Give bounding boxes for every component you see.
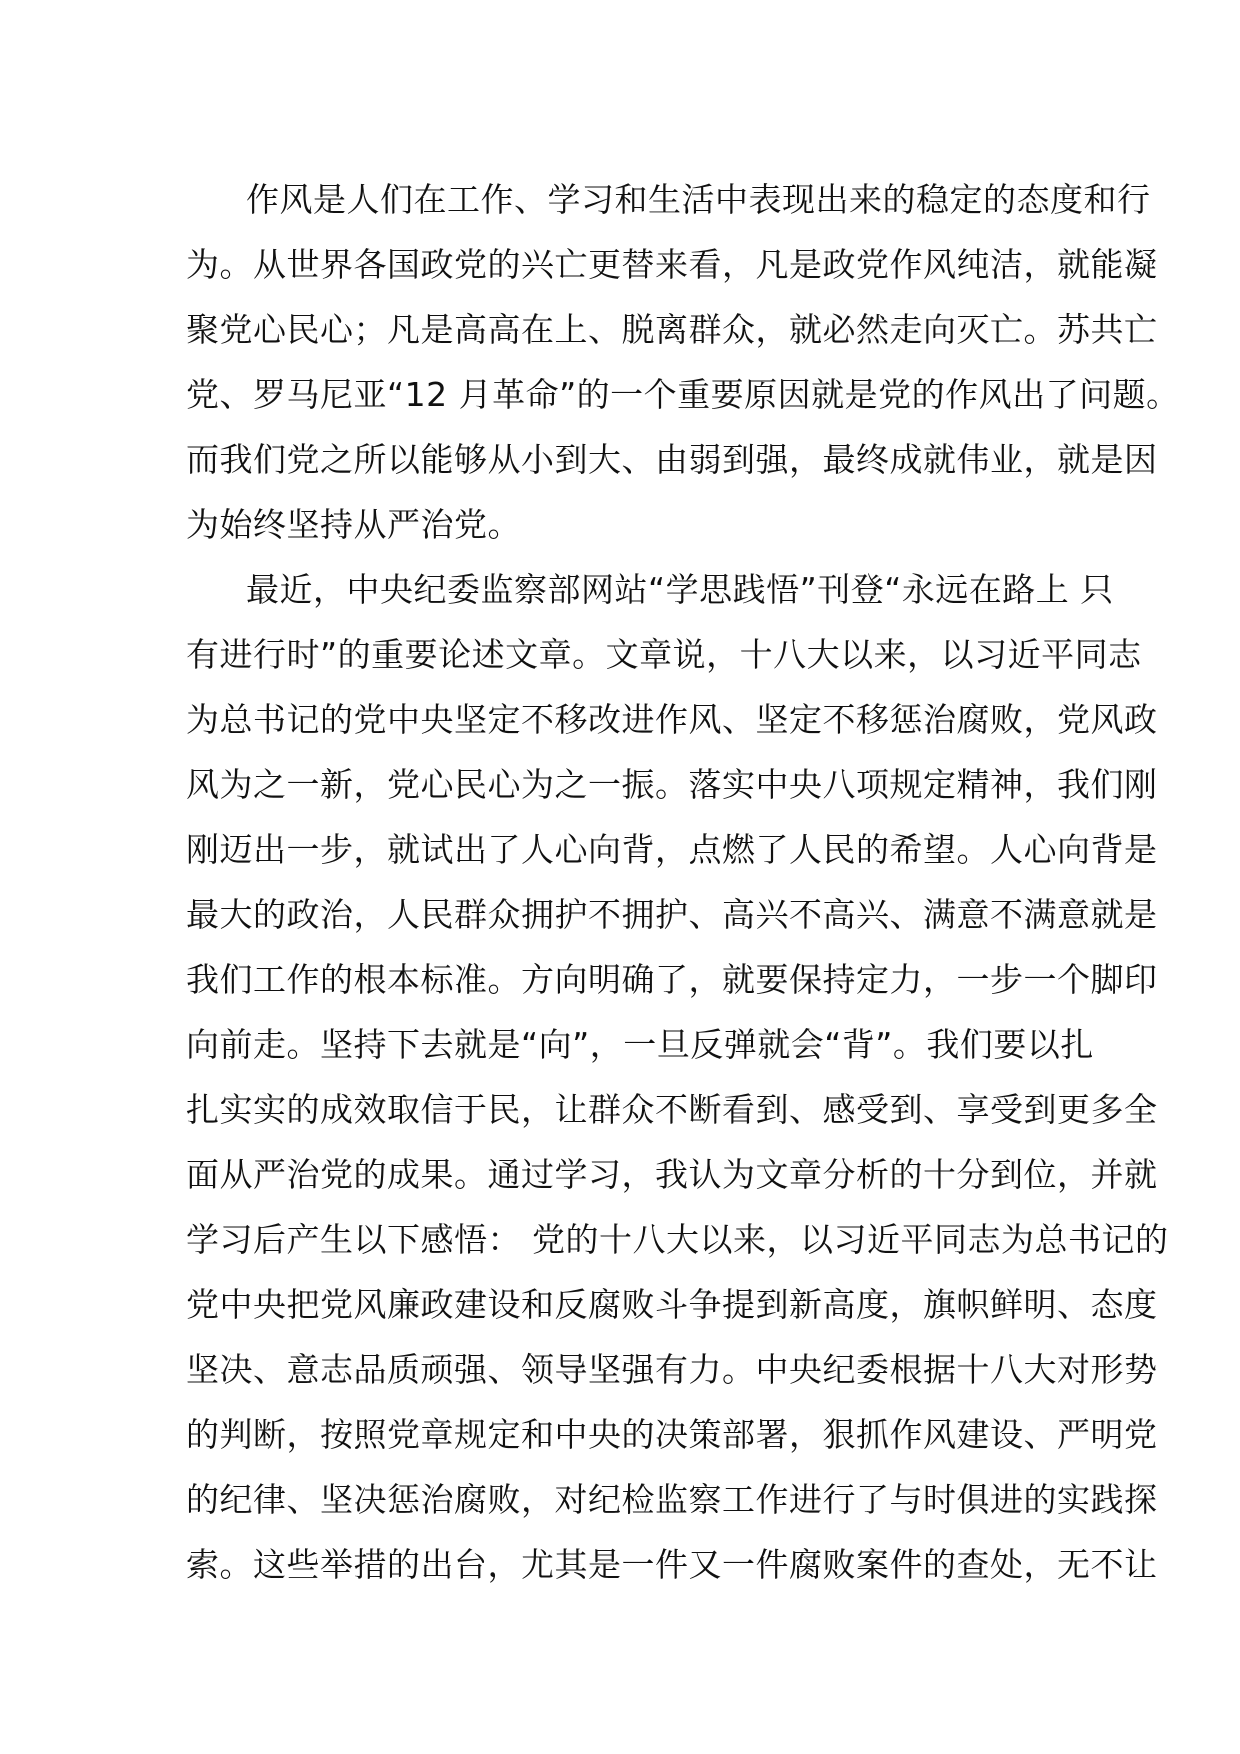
paragraph-1-line-1: 作风是人们在工作、学习和生活中表现出来的稳定的态度和行 [246,180,1151,219]
paragraph-1-line-5: 而我们党之所以能够从小到大、由弱到强，最终成就伟业，就是因 [186,440,1158,479]
paragraph-2-line-8: 向前走。坚持下去就是“向”，一旦反弹就会“背”。我们要以扎 [186,1025,1094,1064]
paragraph-2-line-15: 的纪律、坚决惩治腐败，对纪检监察工作进行了与时俱进的实践探 [186,1480,1158,1519]
paragraph-2-line-9: 扎实实的成效取信于民，让群众不断看到、感受到、享受到更多全 [186,1090,1158,1129]
paragraph-2-line-12: 党中央把党风廉政建设和反腐败斗争提到新高度，旗帜鲜明、态度 [186,1285,1158,1324]
document-body [186,167,1180,1597]
paragraph-1-line-4: 党、罗马尼亚“12 月革命”的一个重要原因就是党的作风出了问题。 [186,375,1180,414]
paragraph-2-line-4: 风为之一新，党心民心为之一振。落实中央八项规定精神，我们刚 [186,765,1158,804]
paragraph-2-line-1: 最近，中央纪委监察部网站“学思践悟”刊登“永远在路上 只 [246,570,1114,609]
paragraph-1-line-3: 聚党心民心；凡是高高在上、脱离群众，就必然走向灭亡。苏共亡 [186,310,1158,349]
paragraph-2-line-13: 坚决、意志品质顽强、领导坚强有力。中央纪委根据十八大对形势 [186,1350,1158,1389]
paragraph-1-line-2: 为。从世界各国政党的兴亡更替来看，凡是政党作风纯洁，就能凝 [186,245,1158,284]
paragraph-2-line-11: 学习后产生以下感悟： 党的十八大以来，以习近平同志为总书记的 [186,1220,1169,1259]
paragraph-2-line-6: 最大的政治，人民群众拥护不拥护、高兴不高兴、满意不满意就是 [186,895,1158,934]
paragraph-2-line-16: 索。这些举措的出台，尤其是一件又一件腐败案件的查处，无不让 [186,1545,1158,1584]
paragraph-2-line-3: 为总书记的党中央坚定不移改进作风、坚定不移惩治腐败，党风政 [186,700,1158,739]
paragraph-2-line-10: 面从严治党的成果。通过学习，我认为文章分析的十分到位，并就 [186,1155,1158,1194]
paragraph-2-line-14: 的判断，按照党章规定和中央的决策部署，狠抓作风建设、严明党 [186,1415,1158,1454]
paragraph-2-line-5: 刚迈出一步，就试出了人心向背，点燃了人民的希望。人心向背是 [186,830,1158,869]
paragraph-1-line-6: 为始终坚持从严治党。 [186,505,521,544]
paragraph-2-line-2: 有进行时”的重要论述文章。文章说，十八大以来，以习近平同志 [186,635,1142,674]
paragraph-2-line-7: 我们工作的根本标准。方向明确了，就要保持定力，一步一个脚印 [186,960,1158,999]
